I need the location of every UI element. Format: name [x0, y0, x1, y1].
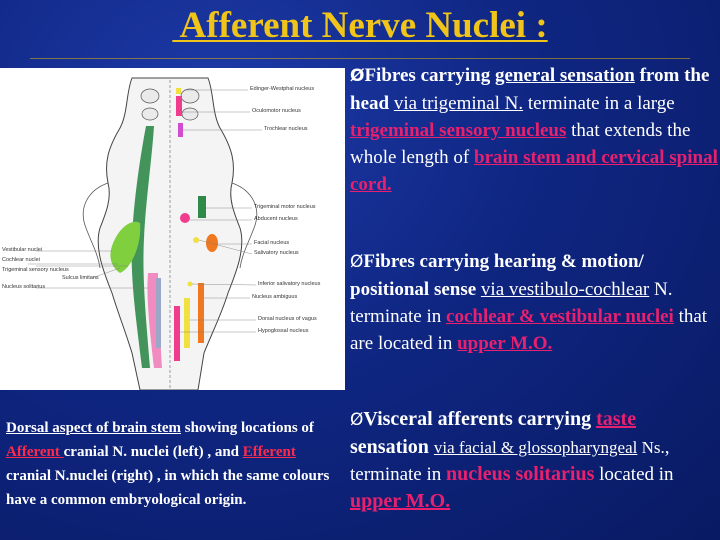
caption-part-5: Efferent	[242, 444, 296, 460]
label-nucleus-ambiguus: Nucleus ambiguus	[252, 294, 298, 300]
label-oculomotor: Oculomotor nucleus	[252, 108, 301, 114]
dorsal-vagal-nucleus	[184, 298, 190, 348]
bullet-taste	[350, 406, 718, 515]
abducent-nucleus	[180, 213, 190, 223]
bullet-general-sensation	[350, 62, 718, 198]
inferior-salivatory-nucleus	[188, 282, 193, 287]
caption-part-6: cranial N.nuclei (right) , in which the same colours have a common embryological origin.	[6, 468, 330, 508]
label-trigeminal-sensory: Trigeminal sensory nucleus	[2, 267, 69, 273]
b3-text-2: taste	[596, 408, 637, 430]
b2-text-4: cochlear & vestibular nuclei	[446, 306, 674, 327]
figure-caption	[6, 416, 336, 512]
label-dorsal-vagal: Dorsal nucleus of vagus	[258, 316, 317, 322]
b2-text-3: N. terminate in	[350, 279, 673, 327]
label-nucleus-solitarius: Nucleus solitarius	[2, 284, 46, 290]
title-divider	[30, 58, 690, 59]
b1-text-7: that extends the whole length of	[350, 120, 691, 168]
label-trigeminal-motor: Trigeminal motor nucleus	[254, 204, 316, 210]
b3-text-1: Visceral afferents carrying	[363, 408, 597, 430]
label-hypoglossal: Hypoglossal nucleus	[258, 328, 309, 334]
caption-part-3: Afferent	[6, 444, 64, 460]
gray-column	[156, 278, 161, 348]
b2-text-1: Fibres carrying hearing & motion/ positional sense	[350, 251, 644, 300]
trigeminal-motor-nucleus	[198, 196, 206, 218]
b3-text-7: nucleus solitarius	[446, 463, 595, 485]
label-salivatory: Salivatory nucleus	[254, 250, 299, 256]
label-facial: Facial nucleus	[254, 240, 290, 246]
label-abducent: Abducent nucleus	[254, 216, 298, 222]
bullet-arrow-icon: Ø	[350, 66, 365, 86]
label-inferior-salivatory: Inferior salivatory nucleus	[258, 281, 321, 287]
b2-text-5: that are located in	[350, 306, 708, 354]
b3-text-3: sensation	[350, 436, 434, 458]
facial-nucleus	[206, 234, 218, 252]
b1-text-2: general sensation	[494, 65, 635, 86]
b1-text-1: Fibres carrying	[364, 65, 495, 86]
brainstem-illustration	[0, 68, 345, 390]
oculomotor-nucleus	[176, 96, 182, 116]
label-trochlear: Trochlear nucleus	[264, 126, 308, 132]
bullet-arrow-icon: Ø	[350, 252, 364, 272]
b3-text-8: located in	[594, 464, 674, 485]
label-edinger-westphal: Edinger-Westphal nucleus	[250, 86, 315, 92]
b1-text-6: trigeminal sensory nucleus	[350, 120, 567, 141]
b3-text-4: via facial & glossopharyngeal	[433, 438, 638, 457]
b3-text-6: , terminate in	[350, 437, 670, 485]
hypoglossal-nucleus	[174, 306, 180, 361]
caption-part-1: Dorsal aspect of brain stem	[6, 420, 181, 436]
edinger-westphal-dot	[176, 88, 181, 94]
b1-text-3: from the head	[350, 65, 710, 114]
b1-text-4: via trigeminal N.	[393, 93, 524, 114]
bullet-hearing	[350, 248, 718, 357]
slide-title: Afferent Nerve Nuclei :	[172, 5, 548, 46]
b3-text-9: upper M.O.	[350, 490, 451, 512]
brainstem-diagram	[0, 68, 345, 390]
trochlear-nucleus	[178, 123, 183, 137]
label-sulcus-limitans: Sulcus limitans	[62, 275, 99, 281]
salivatory-nucleus	[193, 237, 199, 243]
caption-part-2: showing locations of	[180, 420, 314, 436]
label-cochlear: Cochlear nuclei	[2, 257, 40, 263]
label-vestibular: Vestibular nuclei	[2, 247, 43, 253]
nucleus-ambiguus	[198, 283, 204, 343]
caption-part-4: cranial N. nuclei (left) , and	[63, 444, 243, 460]
b2-text-2: via vestibulo-cochlear	[480, 279, 650, 300]
b1-text-5: terminate in a large	[523, 93, 675, 114]
bullet-arrow-icon: Ø	[350, 410, 364, 430]
b1-text-8: brain stem and cervical spinal cord.	[350, 147, 718, 195]
b2-text-6: upper M.O.	[457, 333, 553, 354]
b3-text-5: Ns.	[637, 438, 665, 457]
